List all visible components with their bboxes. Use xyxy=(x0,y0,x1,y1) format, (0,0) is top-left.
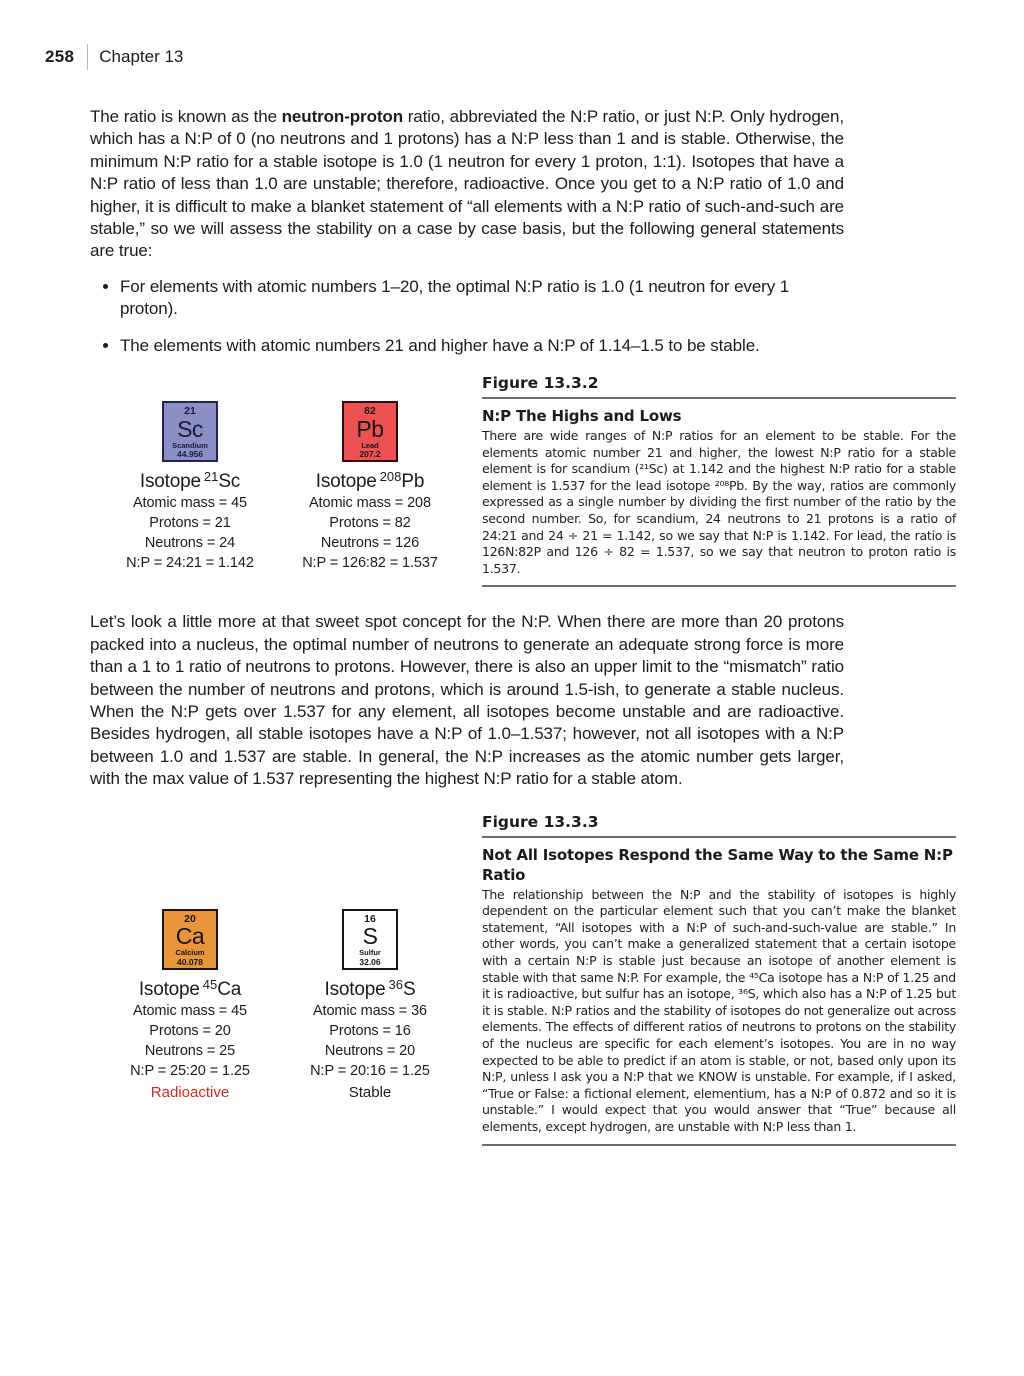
isotope-word: Isotope xyxy=(324,978,386,1000)
element-name: Scandium xyxy=(172,440,208,450)
isotope-symbol: S xyxy=(402,978,416,1000)
atomic-number: 16 xyxy=(364,912,376,925)
header-divider xyxy=(87,44,88,70)
figure-rule-top xyxy=(482,397,956,399)
intro-text-after: ratio, abbreviated the N:P ratio, or just N:P. Only hydrogen, which has a N:P of 0 (no neutrons and 1 protons) has a N:P less than 1 and is stable. Otherwise, the minimum N:P ratio for a stable isotope is 1.0 (1 neutron for every 1 proton, 1:1). Isotopes that have a N:P ratio of less than 1.0 are unstable; therefore, radioactive. Once you get to a N:P ratio of 1.0 and higher, it is difficult to make a blanket statement of “all elements with a N:P ratio of such-and-such are stable,” so we will assess the stability on a case by case basis, but the following general statements are true: xyxy=(90,107,845,261)
figure-rule-top xyxy=(482,836,956,838)
figure-label: Figure 13.3.3 xyxy=(482,812,599,831)
page-header xyxy=(45,44,1024,70)
figure-caption-body: The relationship between the N:P and the stability of isotopes is highly dependent on the particular element such that you can’t make the blanket statement, “All isotopes with a N:P of such-and-such-value are stable.” In other words, you can’t make a generalized statement that a certain isotope with a certain N:P is stable just because an isotope of another element is stable with that same N:P. For example, the ⁴⁵Ca isotope has a N:P of 1.25 and it is radioactive, but sulfur has an isotope, ³⁶S, which also has a N:P of 1.25 but it is stable. N:P ratios and the stability of isotopes do not generalize out across elements. The effects of different ratios of neutrons to protons on the stability of the nucleus are specific for each element’s isotopes. You are in no way expected to be able to predict if an atom is stable, or not, based only upon its N:P, unless I ask you a N:P that we KNOW is unstable. For example, if I asked, “True or False: a fictional element, elementium, has a N:P of 0.872 and so it is unstable.” I would expect that you would answer that “True” because all elements, except hydrogen, are unstable with N:P less than 1. xyxy=(482,886,956,1134)
stat-line: N:P = 25:20 = 1.25 xyxy=(130,1062,250,1079)
element-card-lead xyxy=(342,401,398,462)
isotope-mass-number: 45 xyxy=(202,976,218,992)
isotope-heading xyxy=(100,977,280,1001)
stability-status: Radioactive xyxy=(150,1083,230,1101)
stat-line: Neutrons = 20 xyxy=(324,1042,416,1059)
figure-13-3-2 xyxy=(90,374,956,587)
stat-line: Atomic mass = 45 xyxy=(132,495,248,512)
stat-line: N:P = 126:82 = 1.537 xyxy=(302,555,438,572)
element-symbol: S xyxy=(362,923,378,950)
isotope-symbol: Pb xyxy=(401,471,425,493)
stat-line: Protons = 82 xyxy=(329,515,411,532)
middle-section xyxy=(90,611,844,790)
bullet-item: • The elements with atomic numbers 21 and higher have a N:P of 1.14–1.5 to be stable. xyxy=(120,335,844,357)
intro-bold-term: neutron-proton xyxy=(281,107,403,126)
figure-caption-title: N:P The Highs and Lows xyxy=(482,407,682,426)
intro-paragraph xyxy=(90,106,844,263)
figure-13-3-3-caption xyxy=(482,813,956,1146)
stat-line: N:P = 20:16 = 1.25 xyxy=(310,1062,430,1079)
isotope-heading xyxy=(100,469,280,493)
figure-13-3-3-graphic xyxy=(90,813,482,1146)
lead-column xyxy=(280,401,460,587)
element-mass: 207.2 xyxy=(359,449,381,460)
isotope-mass-number: 21 xyxy=(203,469,219,485)
element-card-calcium xyxy=(162,909,218,970)
stat-line: Protons = 20 xyxy=(149,1022,231,1039)
element-symbol: Pb xyxy=(356,415,384,442)
isotope-mass-number: 36 xyxy=(388,976,403,992)
figure-rule-bottom xyxy=(482,1144,956,1146)
figure-13-3-3 xyxy=(90,813,956,1146)
element-symbol: Ca xyxy=(175,923,205,950)
calcium-column xyxy=(100,909,280,1146)
middle-paragraph: Let’s look a little more at that sweet spot concept for the N:P. When there are more than 20 protons packed into a nucleus, the optimal number of neutrons to generate an adequate strong force is more than a 1 to 1 ratio of neutrons to protons. However, there is also an upper limit to the “mismatch” ratio between the number of neutrons and protons, which is around 1.5-ish, to generate a stable nucleus. When the N:P gets over 1.537 for any element, all isotopes become unstable and are radioactive. Besides hydrogen, all stable isotopes have a N:P of 1.0–1.537; however, not all isotopes with a N:P between 1.0 and 1.537 are stable. In general, the N:P increases as the atomic number gets larger, with the max value of 1.537 representing the highest N:P ratio for a stable atom. xyxy=(90,612,844,789)
element-symbol: Sc xyxy=(177,415,203,442)
element-mass: 40.078 xyxy=(177,956,203,967)
figure-label: Figure 13.3.2 xyxy=(482,374,599,393)
page-number: 258 xyxy=(45,47,75,66)
isotope-word: Isotope xyxy=(315,471,377,493)
stat-line: Atomic mass = 45 xyxy=(132,1002,248,1019)
figure-13-3-2-graphic xyxy=(90,374,482,587)
intro-section xyxy=(90,106,844,357)
isotope-symbol: Ca xyxy=(217,978,242,1000)
bullet-item: • For elements with atomic numbers 1–20, the optimal N:P ratio is 1.0 (1 neutron for every 1 proton). xyxy=(120,276,844,321)
stat-line: Neutrons = 24 xyxy=(144,535,236,552)
element-name: Sulfur xyxy=(359,948,381,958)
isotope-mass-number: 208 xyxy=(379,469,402,485)
element-card-sulfur xyxy=(342,909,398,970)
figure-rule-bottom xyxy=(482,585,956,587)
stat-line: Neutrons = 25 xyxy=(144,1042,236,1059)
element-mass: 44.956 xyxy=(177,449,203,460)
stat-line: N:P = 24:21 = 1.142 xyxy=(126,555,254,572)
isotope-word: Isotope xyxy=(139,471,201,493)
stat-line: Atomic mass = 208 xyxy=(308,495,431,512)
intro-text-before: The ratio is known as the xyxy=(90,107,282,126)
stat-line: Protons = 16 xyxy=(329,1022,411,1039)
element-mass: 32.06 xyxy=(359,956,381,967)
element-name: Calcium xyxy=(175,948,205,958)
chapter-title: Chapter 13 xyxy=(99,47,184,66)
isotope-symbol: Sc xyxy=(218,471,241,493)
atomic-number: 82 xyxy=(364,405,376,418)
stat-line: Atomic mass = 36 xyxy=(312,1002,428,1019)
atomic-number: 21 xyxy=(184,405,196,418)
stability-status: Stable xyxy=(348,1083,392,1101)
isotope-heading xyxy=(280,977,460,1001)
stat-line: Neutrons = 126 xyxy=(320,535,420,552)
intro-bullet-list xyxy=(120,276,844,357)
scandium-column xyxy=(100,401,280,587)
atomic-number: 20 xyxy=(184,912,196,925)
figure-caption-title: Not All Isotopes Respond the Same Way to the Same N:P Ratio xyxy=(482,845,953,884)
figure-caption-body: There are wide ranges of N:P ratios for an element to be stable. For the elements atomic number 21 and higher, the lowest N:P ratio for a stable element is for scandium (²¹Sc) at 1.142 and the highest N:P ratio for a stable element is 1.537 for the lead isotope ²⁰⁸Pb. By the way, ratios are commonly expressed as a single number by dividing the first number of the ratio by the second number. So, for scandium, 24 neutrons to 21 protons is a ratio of 24:21 and 24 ÷ 21 = 1.142, so we say that N:P is 1.142. For lead, the ratio is 126N:82P and 126 ÷ 82 = 1.537, so we say that neutron to proton ratio is 1.537. xyxy=(482,428,956,576)
element-name: Lead xyxy=(361,440,379,450)
sulfur-column xyxy=(280,909,460,1146)
isotope-heading xyxy=(280,469,460,493)
figure-13-3-2-caption xyxy=(482,374,956,587)
stat-line: Protons = 21 xyxy=(149,515,231,532)
element-card-scandium xyxy=(162,401,218,462)
isotope-word: Isotope xyxy=(138,978,200,1000)
